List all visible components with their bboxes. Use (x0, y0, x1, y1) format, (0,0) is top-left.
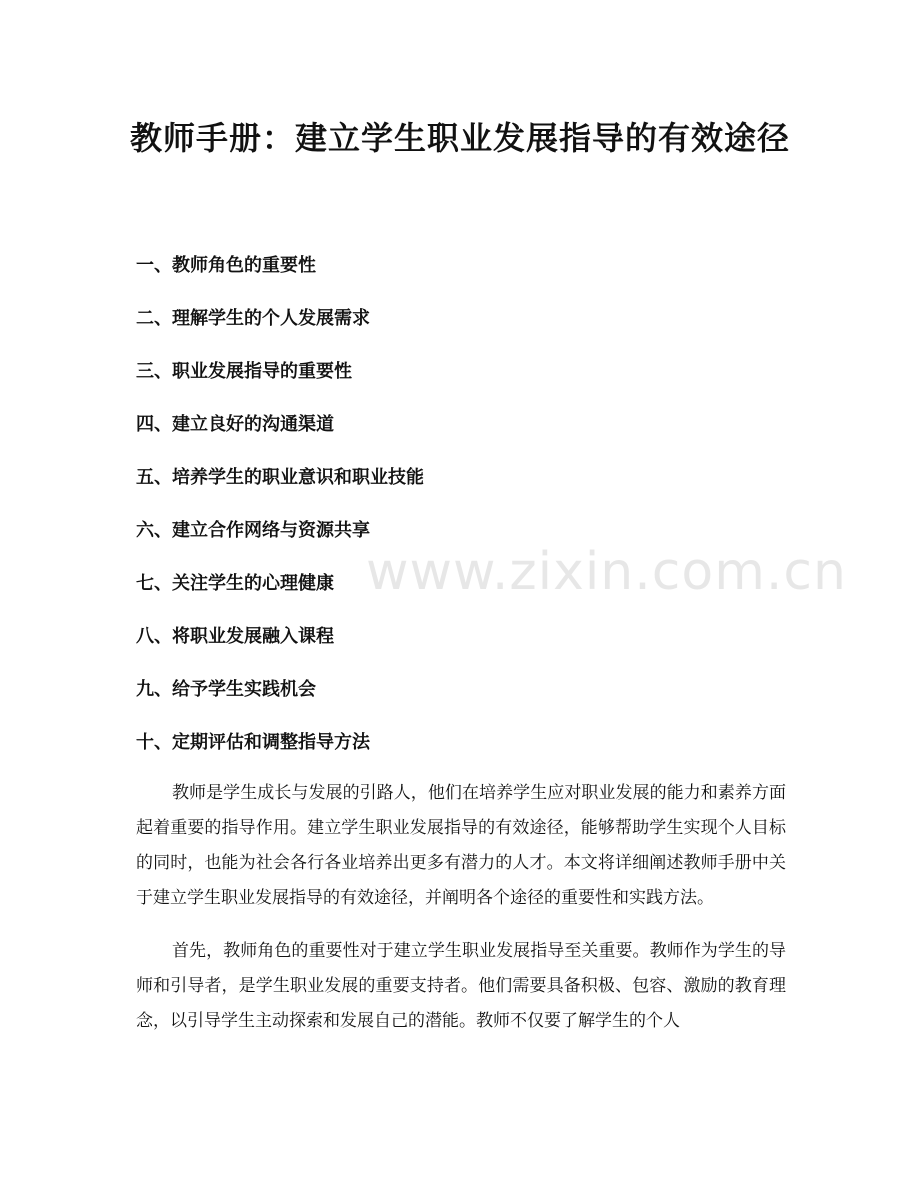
toc-item: 三、职业发展指导的重要性 (136, 361, 352, 382)
document-body (136, 776, 786, 1057)
toc-item: 二、理解学生的个人发展需求 (136, 308, 370, 329)
toc-item: 十、定期评估和调整指导方法 (136, 732, 370, 753)
watermark: www.zixin.com.cn (366, 542, 847, 602)
toc-item: 四、建立良好的沟通渠道 (136, 414, 334, 435)
toc-item: 一、教师角色的重要性 (136, 255, 316, 276)
paragraph: 教师是学生成长与发展的引路人，他们在培养学生应对职业发展的能力和素养方面起着重要的指导作用。建立学生职业发展指导的有效途径，能够帮助学生实现个人目标的同时，也能为社会各行各业培养出更多有潜力的人才。本文将详细阐述教师手册中关于建立学生职业发展指导的有效途径，并阐明各个途径的重要性和实践方法。 (136, 783, 786, 908)
toc-item: 八、将职业发展融入课程 (136, 626, 334, 647)
toc-item: 九、给予学生实践机会 (136, 679, 316, 700)
toc-item: 七、关注学生的心理健康 (136, 573, 334, 594)
table-of-contents (136, 248, 424, 778)
toc-item: 六、建立合作网络与资源共享 (136, 520, 370, 541)
document-title: 教师手册：建立学生职业发展指导的有效途径 (129, 119, 790, 157)
toc-item: 五、培养学生的职业意识和职业技能 (136, 467, 424, 488)
paragraph: 首先，教师角色的重要性对于建立学生职业发展指导至关重要。教师作为学生的导师和引导者，是学生职业发展的重要支持者。他们需要具备积极、包容、激励的教育理念，以引导学生主动探索和发展自己的潜能。教师不仅要了解学生的个人 (136, 941, 786, 1031)
